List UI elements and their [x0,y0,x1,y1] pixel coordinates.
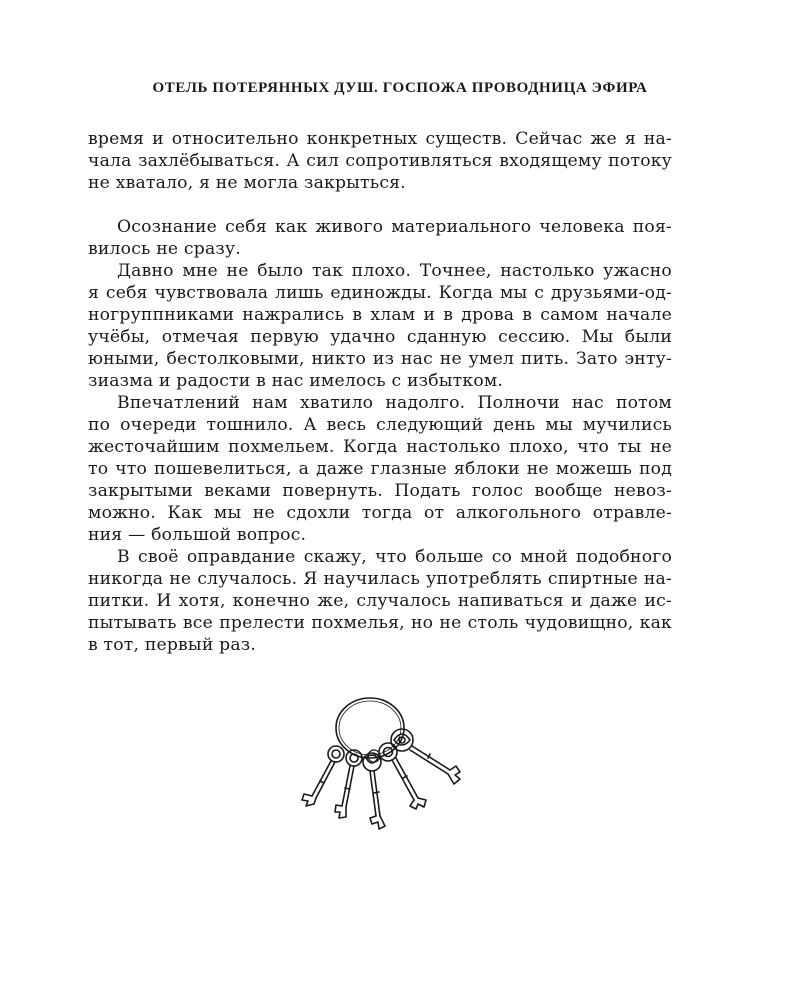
text-line: я себя чувствовала лишь единожды. Когда мы с друзьями-од- [88,283,672,303]
text-line: по очереди тошнило. А весь следующий день мы мучились [88,415,672,435]
text-line: то что пошевелиться, а даже глазные яблоки не можешь под [88,459,672,479]
text-line: Давно мне не было так плохо. Точнее, настолько ужасно [117,261,672,281]
section-break [88,194,672,216]
text-line: зиазма и радости в нас имелось с избытком. [88,371,504,391]
running-header: ОТЕЛЬ ПОТЕРЯННЫХ ДУШ. ГОСПОЖА ПРОВОДНИЦА ЭФИРА [152,80,648,96]
key-icon [335,750,362,818]
key-icon [302,746,344,806]
text-line: можно. Как мы не сдохли тогда от алкогольного отравле- [88,503,672,523]
text-line: ния — большой вопрос. [88,525,307,545]
paragraph-2 [88,216,672,260]
text-line: вилось не сразу. [88,239,241,259]
text-line: ногруппниками нажрались в хлам и в дрова в самом начале [88,305,672,325]
text-line: закрытыми веками повернуть. Подать голос вообще невоз- [88,481,672,501]
paragraph-4 [88,392,672,546]
text-line: юными, бестолковыми, никто из нас не умел пить. Зато энту- [88,349,672,369]
text-line: чала захлёбываться. А сил сопротивляться входящему потоку [88,151,672,171]
paragraph-5 [88,546,672,656]
key-icon [379,743,426,809]
key-icon [363,753,385,829]
text-line: никогда не случалось. Я научилась употреблять спиртные на- [88,569,672,589]
text-line: питки. И хотя, конечно же, случалось напиваться и даже ис- [88,591,672,611]
text-line: время и относительно конкретных существ. Сейчас же я на- [88,129,672,149]
paragraph-3 [88,260,672,392]
text-line: В своё оправдание скажу, что больше со мной подобного [117,547,672,567]
text-line: в тот, первый раз. [88,635,257,655]
text-line: учёбы, отмечая первую удачно сданную сессию. Мы были [88,327,672,347]
paragraph-1 [88,128,672,194]
text-line: пытывать все прелести похмелья, но не столь чудовищно, как [88,613,672,633]
text-line: жесточайшим похмельем. Когда настолько плохо, что ты не [88,437,672,457]
text-line: Осознание себя как живого материального человека поя- [117,217,672,237]
text-line: Впечатлений нам хватило надолго. Полночи нас потом [117,393,672,413]
keys-on-ring-icon [290,688,480,838]
body-text [88,128,672,656]
text-line: не хватало, я не могла закрыться. [88,173,406,193]
